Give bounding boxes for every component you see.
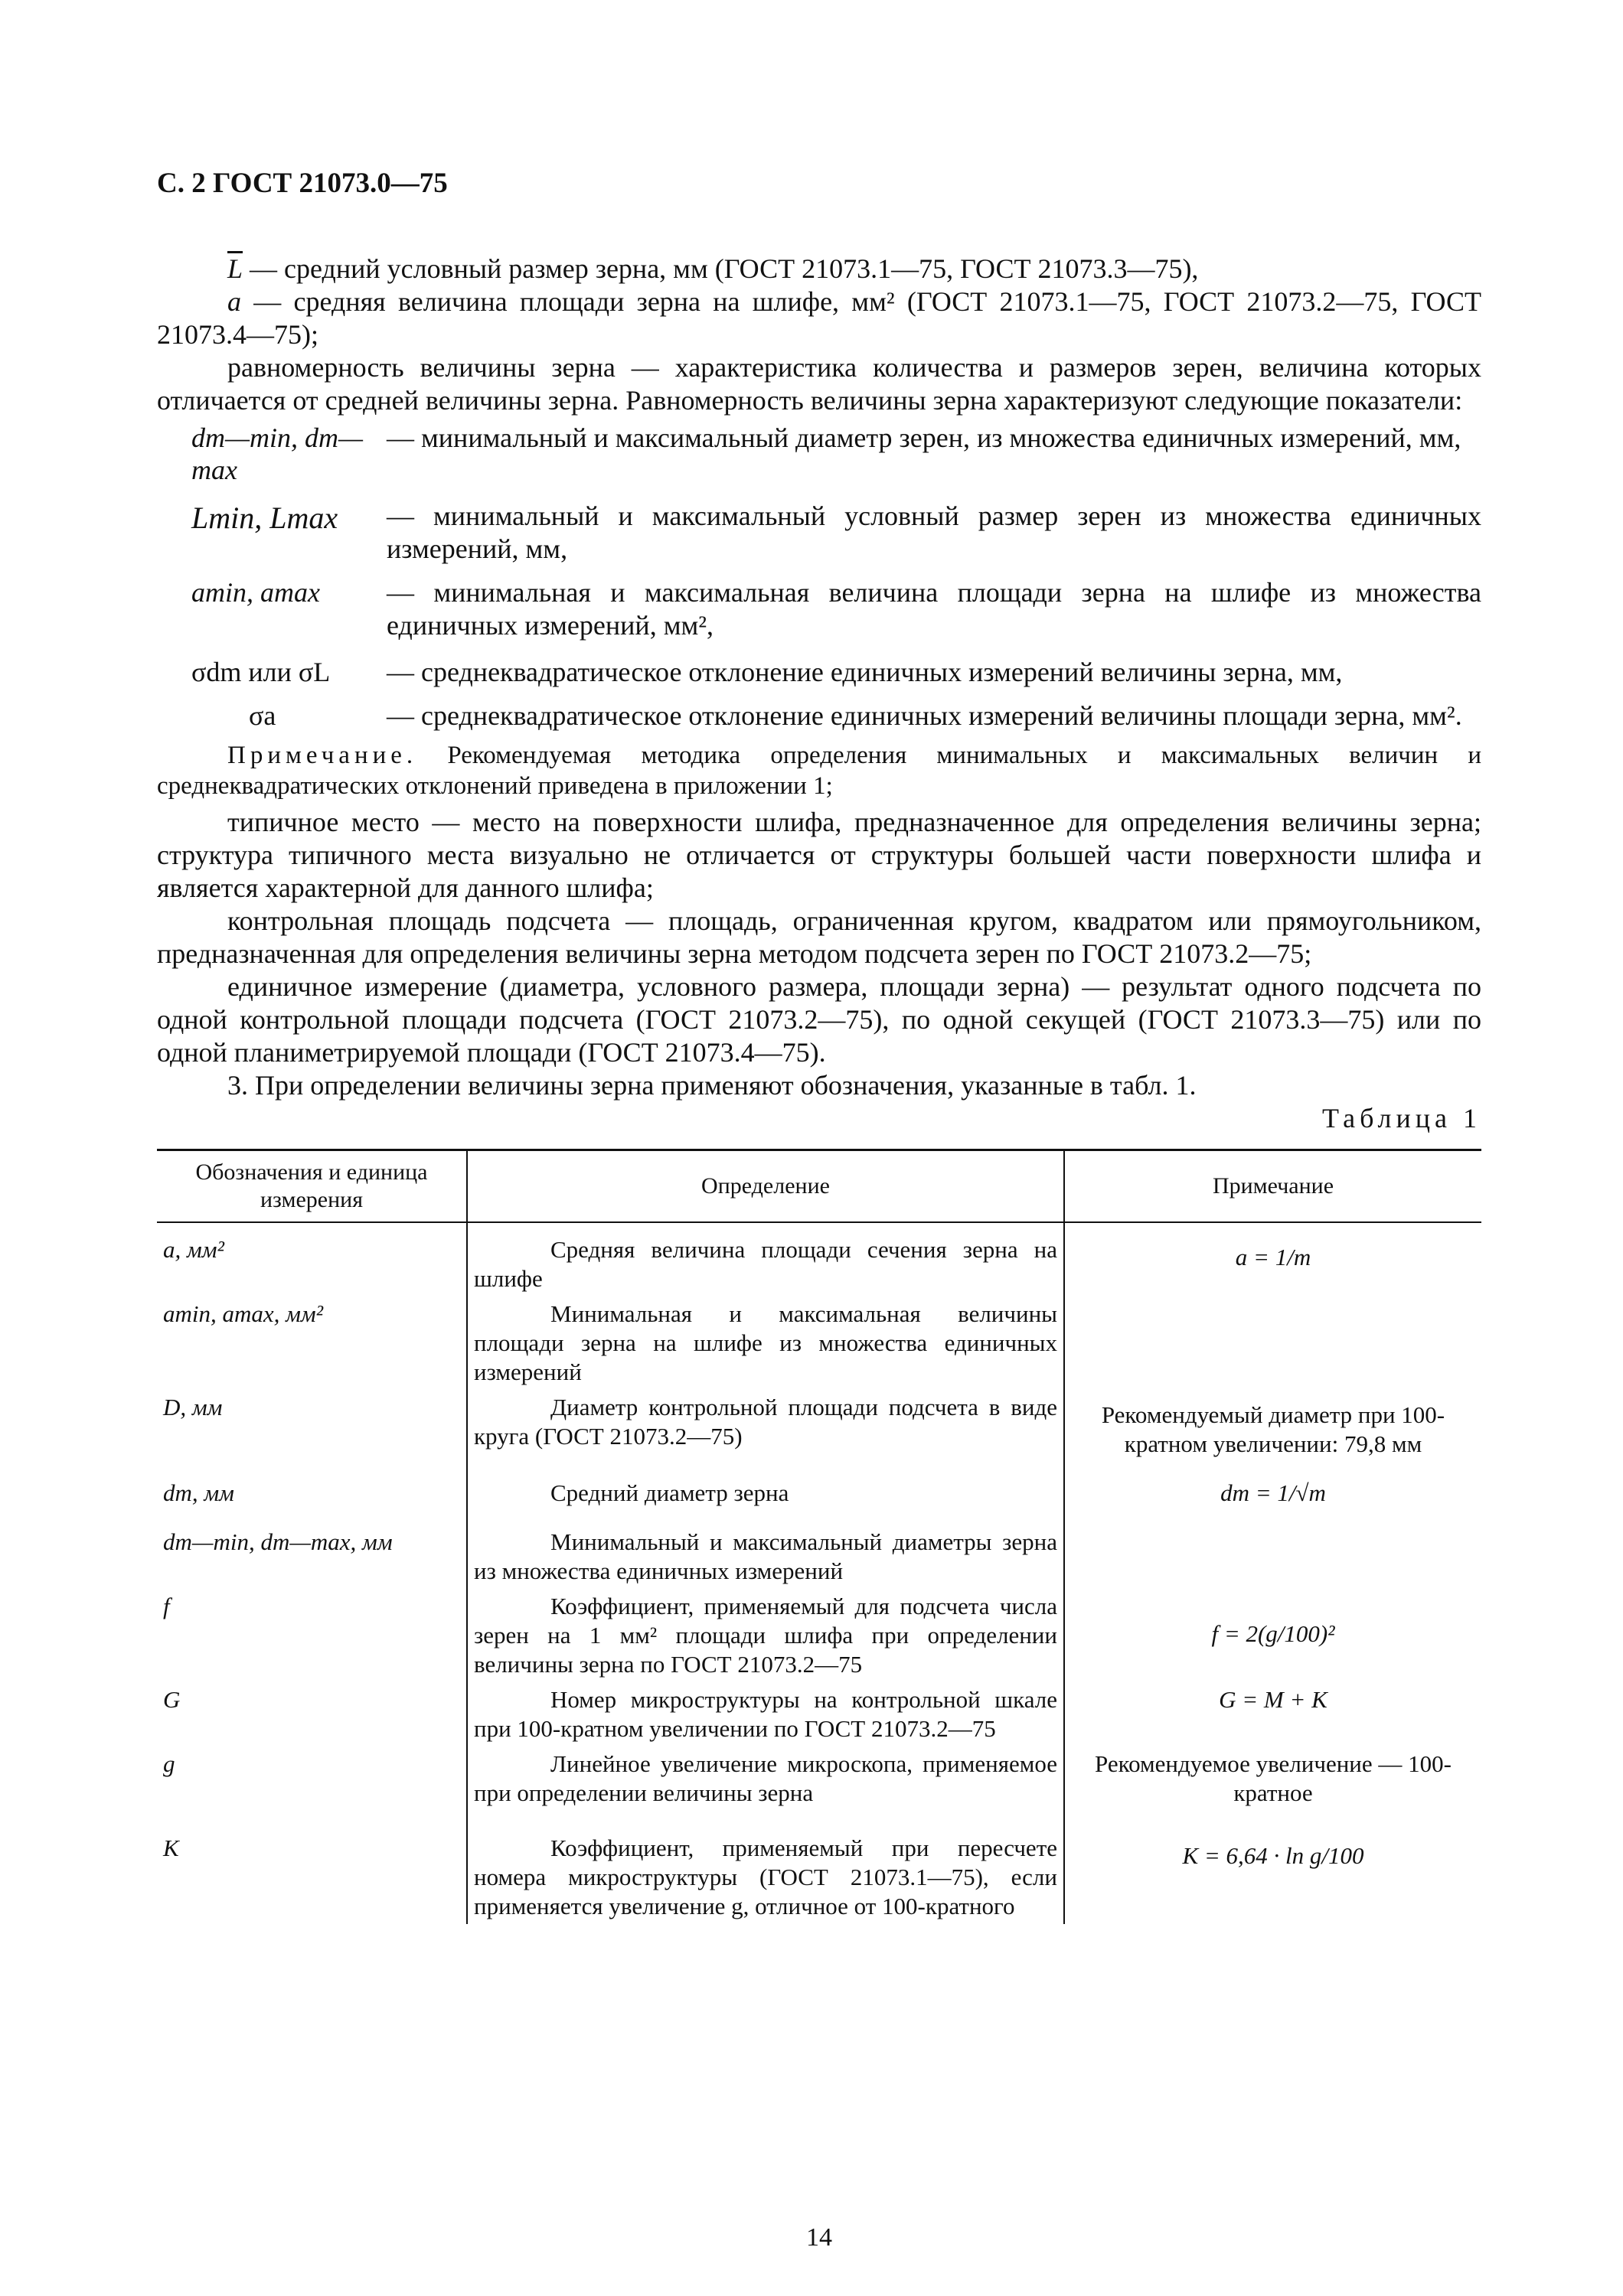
table-header-cell: Определение: [467, 1150, 1064, 1223]
table-cell-note: Рекомендуемый диаметр при 100-кратном увеличении: 79,8 мм: [1101, 1401, 1445, 1457]
table-cell-symbol: f: [157, 1589, 467, 1682]
table-cell-note: a = 1/m: [1235, 1244, 1311, 1270]
table-row: [157, 1511, 1481, 1589]
table-cell-definition: Диаметр контрольной площади подсчета в виде круга (ГОСТ 21073.2—75): [467, 1390, 1064, 1462]
table-cell-symbol: G: [157, 1682, 467, 1746]
note-text: Рекомендуемая методика определения минимальных и максимальных величин и среднеквадратических отклонений приведена в приложении 1;: [157, 742, 1482, 800]
indicator-item: [157, 700, 1481, 732]
table-cell-note: K = 6,64 · ln g/100: [1182, 1842, 1364, 1869]
symbols-table: [157, 1149, 1481, 1924]
table-cell-definition: Коэффициент, применяемый для подсчета числа зерен на 1 мм² площади шлифа при определении величины зерна по ГОСТ 21073.2—75: [467, 1589, 1064, 1682]
indicator-symbol: amin, amax: [191, 577, 320, 608]
table-cell-definition: Номер микроструктуры на контрольной шкале при 100-кратном увеличении по ГОСТ 21073.2—75: [467, 1682, 1064, 1746]
def-mean-size-text: — средний условный размер зерна, мм (ГОСТ 21073.1—75, ГОСТ 21073.3—75),: [250, 253, 1199, 284]
table-cell-symbol: dm—min, dm—max, мм: [157, 1511, 467, 1589]
indicator-item: [157, 422, 1481, 486]
table-cell-definition: Средняя величина площади сечения зерна на шлифе: [467, 1222, 1064, 1296]
table-cell-symbol: K: [157, 1811, 467, 1924]
table-cell-note: dm = 1/√m: [1220, 1479, 1326, 1506]
indicator-list: [157, 422, 1481, 732]
note-paragraph: [157, 740, 1481, 801]
table-header-cell: Примечание: [1064, 1150, 1481, 1223]
table-row: [157, 1222, 1481, 1296]
table-row: [157, 1462, 1481, 1511]
table-cell-definition: Минимальный и максимальный диаметры зерна из множества единичных измерений: [467, 1511, 1064, 1589]
def-mean-area: [157, 285, 1481, 351]
table-row: [157, 1296, 1481, 1390]
indicator-text: — минимальная и максимальная величина площади зерна на шлифе из множества единичных измерений, мм²,: [387, 577, 1481, 641]
table-cell-definition: Средний диаметр зерна: [467, 1462, 1064, 1511]
indicator-symbol: σdm или σL: [191, 657, 331, 687]
paragraph-typical-place: типичное место — место на поверхности шлифа, предназначенное для определения величины зерна; структура типичного места визуально не отличается от структуры большей части поверхности шлифа и является характерной для данного шлифа;: [157, 807, 1481, 903]
indicator-symbol: dm—min, dm—max: [191, 422, 364, 485]
def-mean-area-text: — средняя величина площади зерна на шлифе, мм² (ГОСТ 21073.1—75, ГОСТ 21073.2—75, ГОСТ 21073.4—75);: [157, 286, 1481, 350]
table-cell-symbol: a, мм²: [157, 1222, 467, 1296]
indicator-item: [157, 656, 1481, 689]
table-cell-definition: Линейное увеличение микроскопа, применяемое при определении величины зерна: [467, 1746, 1064, 1811]
table-cell-note: [1064, 1511, 1481, 1589]
table-cell-symbol: dm, мм: [157, 1462, 467, 1511]
page-number: 14: [806, 2223, 832, 2252]
table-row: [157, 1746, 1481, 1811]
indicator-item: [157, 500, 1481, 566]
indicator-text: — минимальный и максимальный диаметр зерен, из множества единичных измерений, мм,: [387, 422, 1461, 453]
table-cell-note: f = 2(g/100)²: [1211, 1620, 1335, 1647]
table-title: Таблица 1: [1322, 1103, 1481, 1133]
paragraph-single-measurement: единичное измерение (диаметра, условного размера, площади зерна) — результат одного подсчета по одной контрольной площади подсчета (ГОСТ 21073.2—75), по одной секущей (ГОСТ 21073.3—75) или по одной планиметрируемой площади (ГОСТ 21073.4—75).: [157, 971, 1481, 1068]
definitions-block: [157, 253, 1481, 1924]
table-cell-definition: Коэффициент, применяемый при пересчете номера микроструктуры (ГОСТ 21073.1—75), если применяется увеличение g, отличное от 100-кратного: [467, 1811, 1064, 1924]
page-header: С. 2 ГОСТ 21073.0—75: [157, 168, 448, 199]
indicator-item: [157, 576, 1481, 642]
table-header-row: [157, 1150, 1481, 1223]
table-cell-definition: Минимальная и максимальная величины площади зерна на шлифе из множества единичных измерений: [467, 1296, 1064, 1390]
paragraph-control-area: контрольная площадь подсчета — площадь, ограниченная кругом, квадратом или прямоугольником, предназначенная для определения величины зерна методом подсчета зерен по ГОСТ 21073.2—75;: [157, 905, 1481, 969]
def-mean-size: [157, 253, 1481, 285]
paragraph-section-3: 3. При определении величины зерна применяют обозначения, указанные в табл. 1.: [227, 1070, 1197, 1101]
table-row: [157, 1682, 1481, 1746]
table-header-cell: Обозначения и единица измерения: [157, 1150, 467, 1223]
table-cell-symbol: D, мм: [157, 1390, 467, 1462]
uniformity-paragraph: равномерность величины зерна — характеристика количества и размеров зерен, величина которых отличается от средней величины зерна. Равномерность величины зерна характеризуют следующие показатели:: [157, 352, 1481, 416]
symbol-L: $\overline{L}$: [227, 253, 243, 284]
table-row: [157, 1811, 1481, 1924]
indicator-text: — среднеквадратическое отклонение единичных измерений величины площади зерна, мм².: [387, 700, 1462, 731]
table-cell-symbol: g: [157, 1746, 467, 1811]
table-cell-note: [1064, 1296, 1481, 1390]
indicator-symbol: Lmin, Lmax: [191, 501, 338, 535]
note-label: Примечание.: [227, 742, 418, 769]
indicator-text: — минимальный и максимальный условный размер зерен из множества единичных измерений, мм,: [387, 501, 1481, 564]
table-cell-note: G = M + K: [1219, 1686, 1327, 1713]
table-row: [157, 1390, 1481, 1462]
table-cell-note: Рекомендуемое увеличение — 100-кратное: [1095, 1750, 1452, 1806]
symbol-a: a: [227, 286, 241, 317]
indicator-text: — среднеквадратическое отклонение единичных измерений величины зерна, мм,: [387, 657, 1343, 687]
indicator-symbol: σa: [249, 700, 276, 731]
table-row: [157, 1589, 1481, 1682]
table-cell-symbol: amin, amax, мм²: [157, 1296, 467, 1390]
